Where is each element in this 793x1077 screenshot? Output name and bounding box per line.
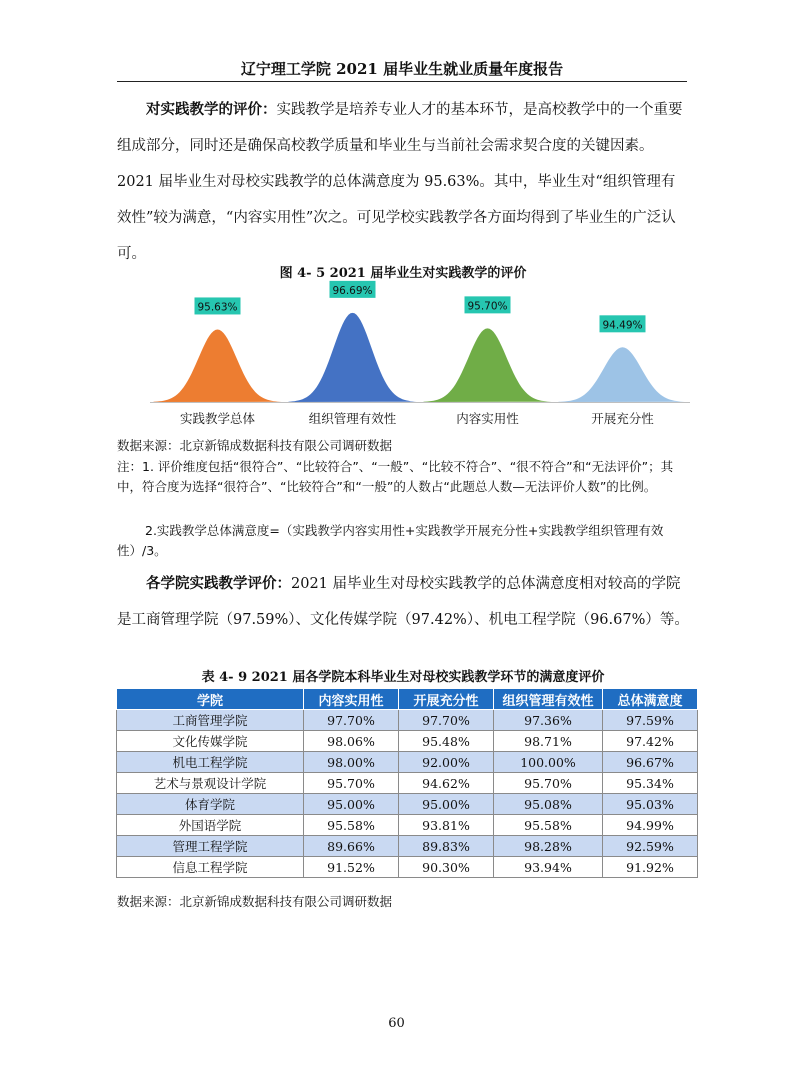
cell-college: 机电工程学院 <box>117 752 304 773</box>
paragraph-text: 实践教学是培养专业人才的基本环节，是高校教学中的一个重要组成部分，同时还是确保高校教学质量和毕业生与当前社会需求契合度的关键因素。2021 届毕业生对母校实践教学的总体满意度为 95.63%。其中，毕业生对“组织管理有效性”较为满意，“内容实用性”次之。可见学校实践教学各方面均得到了毕业生的广泛认可。 <box>117 102 683 262</box>
bell-shape-2 <box>289 313 417 402</box>
figure-note-1: 注：1. 评价维度包括“很符合”、“比较符合”、“一般”、“比较不符合”、“很不符合”和“无法评价”；其中，符合度为选择“很符合”、“比较符合”和“一般”的人数占“此题总人数—无法评价人数”的比例。 <box>117 459 674 494</box>
table-row <box>117 857 698 878</box>
practice-teaching-chart <box>150 280 690 432</box>
cell-value: 95.70% <box>494 773 603 794</box>
cell-value: 98.71% <box>494 731 603 752</box>
cell-value: 95.58% <box>494 815 603 836</box>
cell-value: 92.00% <box>399 752 494 773</box>
data-label: 96.69% <box>332 284 373 297</box>
cell-value: 98.00% <box>304 752 399 773</box>
table-source: 数据来源：北京新锦成数据科技有限公司调研数据 <box>117 894 393 909</box>
cell-value: 95.48% <box>399 731 494 752</box>
paragraph-text: 2021 届毕业生对母校实践教学的总体满意度相对较高的学院是工商管理学院（97.59%）、文化传媒学院（97.42%）、机电工程学院（96.67%）等。 <box>117 576 689 628</box>
cell-value: 95.70% <box>304 773 399 794</box>
page-header-title: 辽宁理工学院 2021 届毕业生就业质量年度报告 <box>240 60 564 78</box>
header-college: 学院 <box>117 689 304 710</box>
cell-value: 95.00% <box>399 794 494 815</box>
cell-value: 95.03% <box>603 794 698 815</box>
paragraph-lead: 各学院实践教学评价： <box>146 575 291 592</box>
category-label: 开展充分性 <box>591 411 654 426</box>
bell-shape-1 <box>154 330 282 403</box>
category-label: 内容实用性 <box>456 411 519 426</box>
table-row <box>117 773 698 794</box>
cell-value: 89.66% <box>304 836 399 857</box>
cell-value: 91.52% <box>304 857 399 878</box>
cell-college: 信息工程学院 <box>117 857 304 878</box>
figure-source: 数据来源：北京新锦成数据科技有限公司调研数据 <box>117 438 393 453</box>
cell-college: 文化传媒学院 <box>117 731 304 752</box>
table-row <box>117 710 698 731</box>
cell-value: 100.00% <box>494 752 603 773</box>
cell-value: 97.70% <box>399 710 494 731</box>
cell-value: 91.92% <box>603 857 698 878</box>
header-rule <box>117 81 687 82</box>
header-organization: 组织管理有效性 <box>494 689 603 710</box>
table-row <box>117 815 698 836</box>
cell-value: 98.06% <box>304 731 399 752</box>
data-label: 94.49% <box>602 319 643 332</box>
paragraph-colleges <box>117 566 689 638</box>
figure-note-2: 2.实践教学总体满意度=（实践教学内容实用性+实践教学开展充分性+实践教学组织管理有效性）/3。 <box>117 523 664 558</box>
table-row <box>117 794 698 815</box>
cell-value: 98.28% <box>494 836 603 857</box>
cell-college: 艺术与景观设计学院 <box>117 773 304 794</box>
cell-value: 95.34% <box>603 773 698 794</box>
table-row <box>117 836 698 857</box>
cell-college: 外国语学院 <box>117 815 304 836</box>
data-label: 95.70% <box>467 300 508 313</box>
table-header-row <box>117 689 698 710</box>
cell-value: 93.81% <box>399 815 494 836</box>
header-sufficiency: 开展充分性 <box>399 689 494 710</box>
paragraph-practice-teaching <box>117 92 689 272</box>
table-title: 表 4- 9 2021 届各学院本科毕业生对母校实践教学环节的满意度评价 <box>201 670 605 685</box>
cell-value: 95.58% <box>304 815 399 836</box>
cell-value: 90.30% <box>399 857 494 878</box>
cell-value: 94.62% <box>399 773 494 794</box>
cell-college: 工商管理学院 <box>117 710 304 731</box>
table-row <box>117 731 698 752</box>
cell-value: 97.36% <box>494 710 603 731</box>
cell-value: 97.42% <box>603 731 698 752</box>
cell-value: 89.83% <box>399 836 494 857</box>
cell-value: 96.67% <box>603 752 698 773</box>
figure-title: 图 4- 5 2021 届毕业生对实践教学的评价 <box>279 266 527 281</box>
cell-college: 体育学院 <box>117 794 304 815</box>
cell-value: 94.99% <box>603 815 698 836</box>
cell-value: 97.70% <box>304 710 399 731</box>
cell-value: 95.00% <box>304 794 399 815</box>
header-content-practicality: 内容实用性 <box>304 689 399 710</box>
bell-shape-4 <box>559 347 687 402</box>
category-label: 实践教学总体 <box>179 411 256 426</box>
page-number: 60 <box>388 1016 405 1031</box>
cell-college: 管理工程学院 <box>117 836 304 857</box>
cell-value: 97.59% <box>603 710 698 731</box>
cell-value: 95.08% <box>494 794 603 815</box>
paragraph-lead: 对实践教学的评价： <box>146 101 277 118</box>
cell-value: 93.94% <box>494 857 603 878</box>
table-row <box>117 752 698 773</box>
header-overall: 总体满意度 <box>603 689 698 710</box>
category-label: 组织管理有效性 <box>308 411 397 426</box>
bell-shape-3 <box>424 328 552 402</box>
data-label: 95.63% <box>197 301 238 314</box>
college-satisfaction-table <box>116 688 698 878</box>
cell-value: 92.59% <box>603 836 698 857</box>
